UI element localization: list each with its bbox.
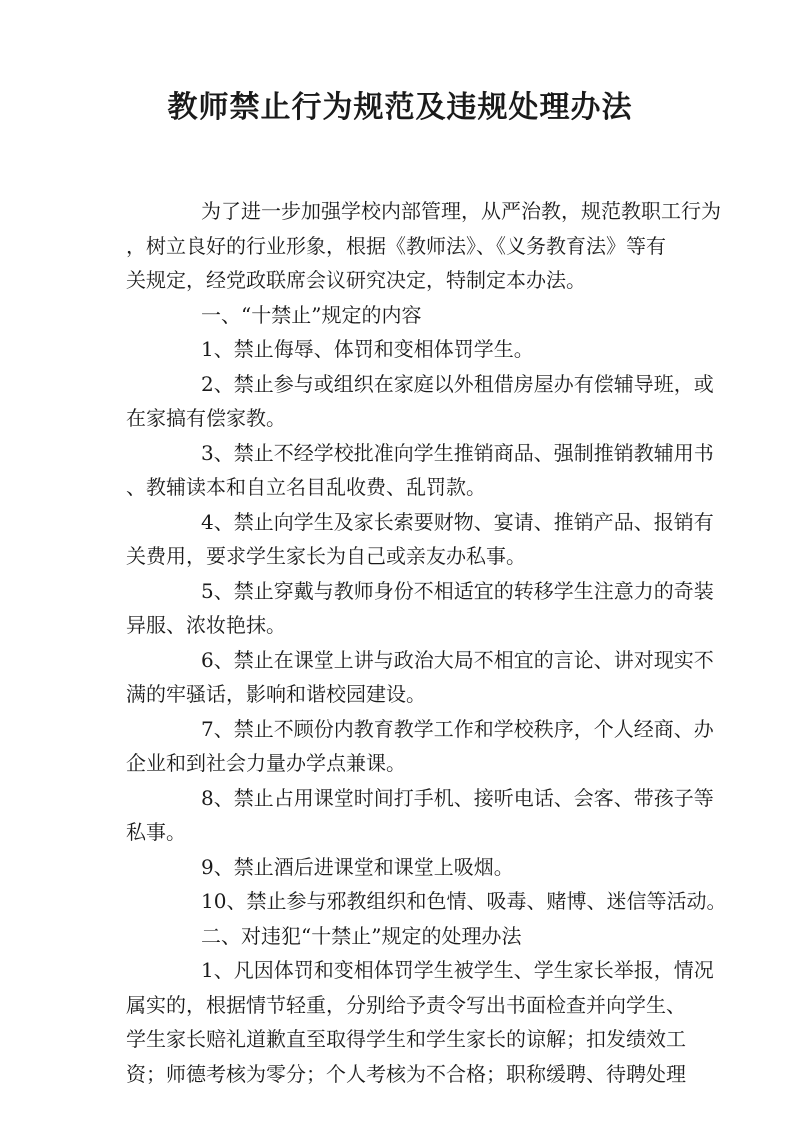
rule-item: 1、凡因体罚和变相体罚学生被学生、学生家长举报，情况 <box>201 958 714 982</box>
paragraph-line: 为了进一步加强学校内部管理，从严治教，规范教职工行为 <box>201 199 721 223</box>
rule-item-continued: 满的牢骚话，影响和谐校园建设。 <box>126 682 426 706</box>
rule-item-continued: 关费用，要求学生家长为自己或亲友办私事。 <box>126 544 526 568</box>
rule-item: 2、禁止参与或组织在家庭以外租借房屋办有偿辅导班，或 <box>201 371 714 396</box>
rule-item-continued: 资；师德考核为零分；个人考核为不合格；职称缓聘、待聘处理 <box>126 1061 686 1086</box>
rule-item-continued: 私事。 <box>126 820 186 844</box>
rule-item: 4、禁止向学生及家长索要财物、宴请、推销产品、报销有 <box>201 509 714 534</box>
rule-item: 6、禁止在课堂上讲与政治大局不相宜的言论、讲对现实不 <box>201 647 714 672</box>
paragraph-line: 关规定，经党政联席会议研究决定，特制定本办法。 <box>126 268 586 292</box>
paragraph-line: ，树立良好的行业形象，根据《教师法》、《义务教育法》等有 <box>126 233 666 258</box>
section-heading: 一、“十禁止”规定的内容 <box>201 302 422 327</box>
rule-item: 8、禁止占用课堂时间打手机、接听电话、会客、带孩子等 <box>201 785 714 810</box>
rule-item-continued: 异服、浓妆艳抹。 <box>126 613 286 637</box>
rule-item-continued: 在家搞有偿家教。 <box>126 406 286 430</box>
rule-item-continued: 学生家长赔礼道歉直至取得学生和学生家长的谅解；扣发绩效工 <box>126 1027 686 1051</box>
rule-item: 10、禁止参与邪教组织和色情、吸毒、赌博、迷信等活动。 <box>201 889 727 913</box>
rule-item: 1、禁止侮辱、体罚和变相体罚学生。 <box>201 337 534 361</box>
rule-item: 7、禁止不顾份内教育教学工作和学校秩序，个人经商、办 <box>201 716 714 741</box>
document-body <box>126 194 727 1091</box>
rule-item-continued: 企业和到社会力量办学点兼课。 <box>126 751 406 775</box>
rule-item: 3、禁止不经学校批准向学生推销商品、强制推销教辅用书 <box>201 440 714 465</box>
rule-item: 5、禁止穿戴与教师身份不相适宜的转移学生注意力的奇装 <box>201 578 714 603</box>
rule-item: 9、禁止酒后进课堂和课堂上吸烟。 <box>201 854 514 879</box>
section-heading: 二、对违犯“十禁止”规定的处理办法 <box>201 923 522 948</box>
rule-item-continued: 、教辅读本和自立名目乱收费、乱罚款。 <box>126 475 486 499</box>
document-title: 教师禁止行为规范及违规处理办法 <box>167 90 633 125</box>
rule-item-continued: 属实的，根据情节轻重，分别给予责令写出书面检查并向学生、 <box>126 992 686 1017</box>
